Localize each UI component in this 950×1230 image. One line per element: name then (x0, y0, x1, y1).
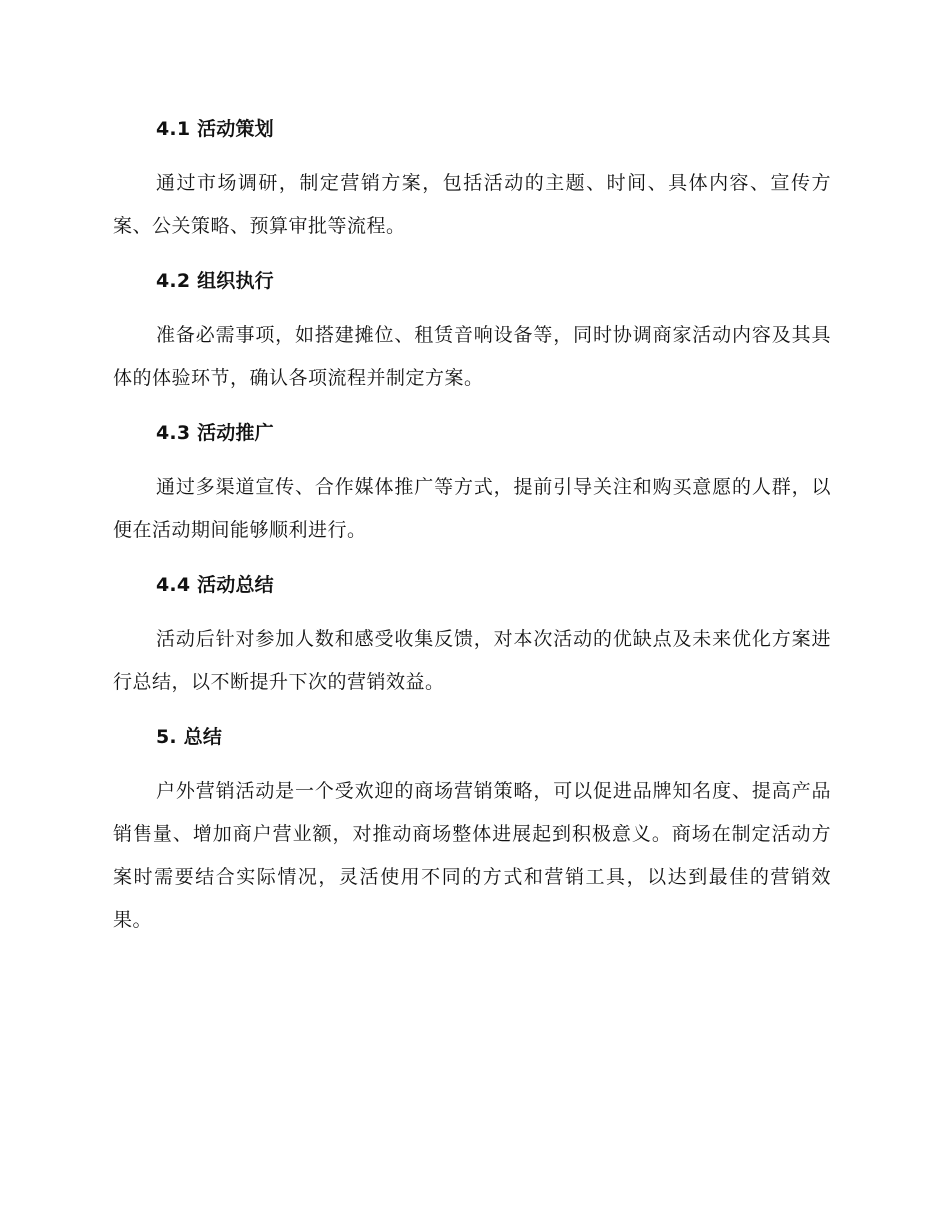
section-activity-summary (113, 567, 831, 704)
section-paragraph: 准备必需事项，如搭建摊位、租赁音响设备等，同时协调商家活动内容及其具体的体验环节，确认各项流程并制定方案。 (113, 324, 831, 389)
section-activity-planning (113, 111, 831, 248)
section-conclusion (113, 719, 831, 942)
section-heading: 4.3 活动推广 (156, 422, 274, 444)
section-organization-execution (113, 263, 831, 400)
section-paragraph: 通过多渠道宣传、合作媒体推广等方式，提前引导关注和购买意愿的人群，以便在活动期间能够顺利进行。 (113, 476, 831, 541)
section-heading: 4.2 组织执行 (156, 270, 274, 292)
section-activity-promotion (113, 415, 831, 552)
section-heading: 4.1 活动策划 (156, 118, 274, 140)
document-content (113, 111, 831, 957)
section-heading: 4.4 活动总结 (156, 574, 274, 596)
section-heading: 5. 总结 (156, 726, 223, 748)
section-paragraph: 通过市场调研，制定营销方案，包括活动的主题、时间、具体内容、宣传方案、公关策略、预算审批等流程。 (113, 172, 831, 237)
section-paragraph: 活动后针对参加人数和感受收集反馈，对本次活动的优缺点及未来优化方案进行总结，以不断提升下次的营销效益。 (113, 628, 831, 693)
section-paragraph: 户外营销活动是一个受欢迎的商场营销策略，可以促进品牌知名度、提高产品销售量、增加商户营业额，对推动商场整体进展起到积极意义。商场在制定活动方案时需要结合实际情况，灵活使用不同的方式和营销工具，以达到最佳的营销效果。 (113, 780, 831, 931)
